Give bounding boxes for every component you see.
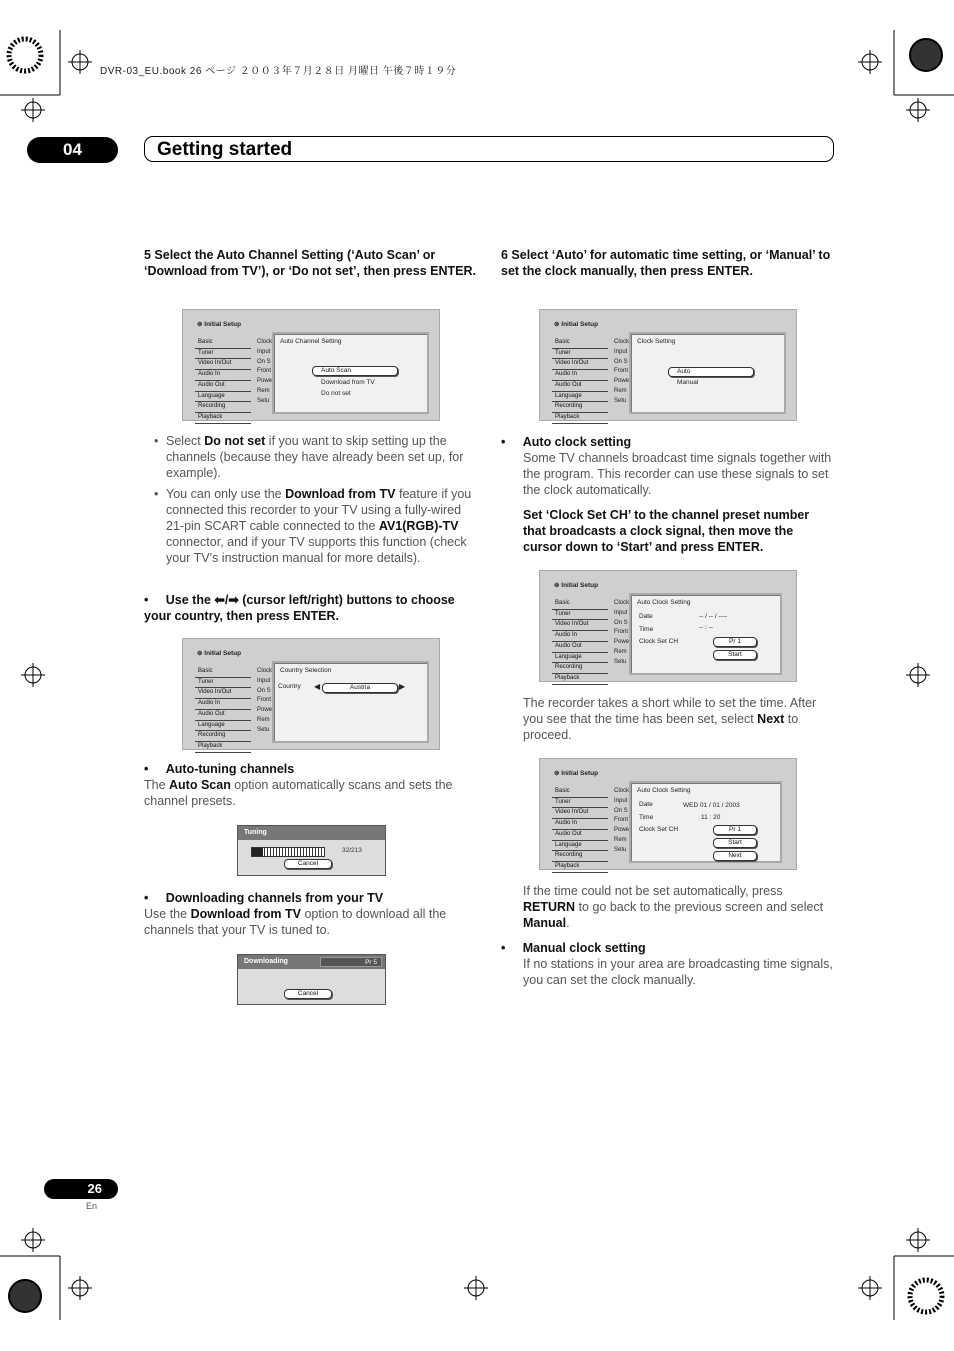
body-text: option automatically scans and sets the channel presets. [144, 778, 453, 808]
menu-item: Audio Out [552, 381, 608, 392]
screen-title: Initial Setup [204, 650, 242, 657]
menu-item: Playback [195, 413, 251, 424]
screen-auto-clock [539, 570, 797, 682]
menu-item: Audio In [552, 819, 608, 830]
bullet-icon: • [154, 487, 159, 501]
arrow-right-icon[interactable]: ▶ [399, 682, 406, 691]
submenu-item: On S [614, 358, 628, 365]
body-bold: RETURN [523, 900, 576, 914]
menu-item: Playback [552, 413, 608, 424]
submenu-item: On S [257, 687, 271, 694]
menu-item: Tuner [195, 678, 251, 689]
menu-item: Audio In [195, 699, 251, 710]
submenu-item: Setu [614, 658, 627, 665]
submenu-item: Input [257, 348, 271, 355]
submenu-item: Rem [257, 716, 270, 723]
menu-item: Basic [552, 599, 608, 610]
bullet-icon: • [501, 435, 523, 449]
clock-ch-label: Clock Set CH [639, 638, 679, 645]
bullet-icon: • [144, 593, 166, 607]
date-label: Date [639, 801, 653, 808]
auto-tuning-title: Auto-tuning channels [165, 762, 295, 776]
submenu-item: On S [257, 358, 271, 365]
next-button[interactable]: Next [713, 851, 757, 861]
menu-item: Recording [195, 402, 251, 413]
bullet-icon: • [154, 434, 159, 448]
panel-title: Auto Clock Setting [637, 599, 691, 606]
submenu-item: Input [614, 797, 628, 804]
downloading-dialog [237, 954, 386, 1005]
body-text: option to download all the channels that your TV is tuned to. [144, 907, 447, 937]
menu-item: Tuner [552, 610, 608, 621]
note-bold: Download from TV [285, 487, 396, 501]
auto-tuning-body [144, 777, 479, 809]
menu-item: Basic [195, 667, 251, 678]
submenu-item: Input [614, 348, 628, 355]
bullet-icon: • [144, 891, 166, 905]
start-button[interactable]: Start [713, 650, 757, 660]
screen-title: Initial Setup [561, 770, 599, 777]
body-text: The [144, 778, 170, 792]
tuning-title: Tuning [238, 826, 385, 840]
time-label: Time [639, 814, 654, 821]
if-time-body [523, 883, 835, 931]
submenu-item: On S [614, 807, 628, 814]
menu-item: Video In/Out [552, 620, 608, 631]
menu-item: Tuner [195, 349, 251, 360]
submenu-item: Clock [614, 339, 630, 345]
note-text: feature if you connected this recorder to your TV using a fully-wired 21-pin SCART cable connected to the [166, 487, 472, 533]
auto-tuning-heading [144, 761, 294, 777]
submenu-item: Rem [614, 836, 627, 843]
submenu-item: Powe [614, 827, 630, 834]
submenu-item: Setu [257, 726, 270, 733]
dialog-panel [629, 593, 782, 675]
setup-menu [552, 787, 608, 873]
menu-item: Video In/Out [195, 688, 251, 699]
screen-auto-channel [182, 309, 440, 421]
menu-item: Basic [195, 338, 251, 349]
auto-clock-title: Auto clock setting [522, 435, 632, 449]
setup-menu [552, 599, 608, 685]
note-text: You can only use the [166, 487, 286, 501]
page-number: 26 [44, 1179, 118, 1199]
menu-item: Audio Out [552, 830, 608, 841]
submenu-item: Rem [614, 648, 627, 655]
submenu-item: Setu [257, 397, 270, 404]
manual-clock-body: If no stations in your area are broadcasting time signals, you can set the clock manually. [523, 957, 833, 987]
bullet-icon: • [144, 762, 166, 776]
submenu-item: Front [614, 817, 629, 824]
submenu-item: Setu [614, 397, 627, 404]
submenu-item: Input [614, 609, 628, 616]
menu-item: Tuner [552, 798, 608, 809]
time-label: Time [639, 626, 654, 633]
download-title: Downloading channels from your TV [165, 891, 384, 905]
submenu-item: Clock [614, 788, 630, 794]
bullet-icon: • [501, 941, 523, 955]
body-text: to go back to the previous screen and select [575, 900, 824, 914]
step-5-heading: 5 Select the Auto Channel Setting (‘Auto Scan’ or ‘Download from TV’), or ‘Do not set’, then press ENTER. [144, 248, 476, 278]
progress-fill [252, 848, 263, 856]
body-text: The recorder takes a short while to set the time. After you see that the time has been set, select [523, 696, 817, 726]
panel-title: Country Selection [280, 667, 332, 674]
disc-icon: ⊚ [197, 321, 205, 328]
menu-item: Audio In [552, 631, 608, 642]
panel-title: Auto Channel Setting [280, 338, 342, 345]
menu-item: Video In/Out [552, 808, 608, 819]
submenu-item: Clock [257, 339, 273, 345]
setup-menu [195, 338, 251, 424]
body-text: Use the [144, 907, 191, 921]
setup-menu [552, 338, 608, 424]
menu-item: Video In/Out [552, 359, 608, 370]
menu-item: Recording [552, 402, 608, 413]
body-bold: Auto Scan [169, 778, 231, 792]
submenu-item: Clock [614, 600, 630, 606]
menu-item: Basic [552, 338, 608, 349]
step-6-heading: 6 Select ‘Auto’ for automatic time setting, or ‘Manual’ to set the clock manually, then press ENTER. [501, 248, 831, 278]
dialog-panel [629, 332, 786, 414]
note-bold: AV1(RGB)-TV [378, 519, 459, 533]
body-text: to proceed. [523, 712, 799, 742]
chapter-title: Getting started [144, 136, 834, 162]
menu-item: Language [552, 841, 608, 852]
menu-item: Basic [552, 787, 608, 798]
menu-item: Recording [195, 731, 251, 742]
submenu-item: Rem [614, 387, 627, 394]
menu-item: Audio In [195, 370, 251, 381]
body-bold: Download from TV [190, 907, 301, 921]
use-the-heading [144, 592, 479, 624]
time-value: 11 : 20 [701, 814, 721, 821]
auto-clock-heading [501, 434, 631, 450]
disc-icon: ⊚ [197, 650, 205, 657]
menu-item: Language [195, 392, 251, 403]
start-button[interactable]: Start [713, 838, 757, 848]
menu-item: Playback [552, 862, 608, 873]
auto-clock-body: Some TV channels broadcast time signals together with the program. This recorder can use these signals to set the clock automatically. [523, 451, 832, 497]
screen-country [182, 638, 440, 750]
country-label: Country [278, 683, 301, 690]
date-value: WED 01 / 01 / 2003 [683, 802, 740, 809]
clock-ch-select[interactable]: Pr 1 [713, 637, 757, 647]
manual-clock-title: Manual clock setting [522, 941, 646, 955]
note-text: connector, and if your TV supports this function (check your TV’s instruction manual for more details). [166, 535, 467, 565]
screen-auto-clock-done [539, 758, 797, 870]
disc-icon: ⊚ [554, 582, 562, 589]
country-select[interactable]: Austria [322, 683, 398, 693]
panel-title: Auto Clock Setting [637, 787, 691, 794]
downloading-title: Downloading [238, 955, 385, 969]
clock-ch-select[interactable]: Pr 1 [713, 825, 757, 835]
submenu-item: Powe [614, 378, 630, 385]
note-download-from-tv [154, 486, 478, 566]
menu-item: Language [195, 721, 251, 732]
submenu-item: Front [614, 368, 629, 375]
progress-track [251, 847, 325, 857]
menu-item: Language [552, 392, 608, 403]
option-do-not-set[interactable]: Do not set [321, 390, 351, 397]
menu-item: Tuner [552, 349, 608, 360]
body-text: . [566, 916, 570, 930]
body-bold: Next [757, 712, 785, 726]
note-do-not-set [154, 433, 478, 481]
menu-item: Video In/Out [195, 359, 251, 370]
menu-item: Playback [552, 674, 608, 685]
download-heading [144, 890, 383, 906]
note-text: if you want to skip setting up the channels (because they have already been set up, for example). [166, 434, 464, 480]
download-body [144, 906, 479, 938]
option-manual[interactable]: Manual [677, 379, 699, 386]
submenu-item: Powe [614, 639, 630, 646]
submenu-item: Front [257, 697, 272, 704]
menu-item: Audio Out [195, 710, 251, 721]
body-bold: Manual [523, 916, 567, 930]
submenu-item: On S [614, 619, 628, 626]
dialog-panel [629, 781, 782, 863]
disc-icon: ⊚ [554, 321, 562, 328]
submenu-item: Front [614, 629, 629, 636]
chapter-number: 04 [27, 137, 118, 163]
menu-item: Recording [552, 851, 608, 862]
cancel-button[interactable]: Cancel [284, 989, 332, 999]
menu-item: Audio In [552, 370, 608, 381]
submenu-item: Setu [614, 846, 627, 853]
disc-icon: ⊚ [554, 770, 562, 777]
submenu-item: Input [257, 677, 271, 684]
date-label: Date [639, 613, 653, 620]
progress-count: 32/213 [342, 847, 362, 854]
takes-while-body [523, 695, 835, 743]
dialog-panel [272, 661, 429, 743]
screen-title: Initial Setup [561, 582, 599, 589]
submenu-item: Clock [257, 668, 273, 674]
setup-menu [195, 667, 251, 753]
arrow-left-icon[interactable]: ◀ [314, 682, 321, 691]
menu-item: Audio Out [195, 381, 251, 392]
tuning-dialog [237, 825, 386, 876]
menu-item: Playback [195, 742, 251, 753]
submenu-item: Powe [257, 707, 273, 714]
set-clock-instruction: Set ‘Clock Set CH’ to the channel preset number that broadcasts a clock signal, then move the cursor down to ‘Start’ and press ENTER. [523, 508, 810, 554]
menu-item: Language [552, 653, 608, 664]
dialog-panel [272, 332, 429, 414]
preset-display: Pr 5 [320, 957, 382, 967]
print-header: DVR-03_EU.book 26 ページ ２００３年７月２８日 月曜日 午後７時１９分 [100, 66, 457, 77]
option-download-from-tv[interactable]: Download from TV [321, 379, 375, 386]
date-value: -- / -- / ---- [699, 613, 728, 620]
clock-ch-label: Clock Set CH [639, 826, 679, 833]
submenu-item: Front [257, 368, 272, 375]
menu-item: Recording [552, 663, 608, 674]
panel-title: Clock Setting [637, 338, 676, 345]
screen-clock-setting [539, 309, 797, 421]
submenu-item: Rem [257, 387, 270, 394]
body-text: If the time could not be set automatically, press [523, 884, 783, 898]
cancel-button[interactable]: Cancel [284, 859, 332, 869]
menu-item: Audio Out [552, 642, 608, 653]
use-the-text: Use the ⬅/➡ (cursor left/right) buttons to choose your country, then press ENTER. [144, 593, 455, 623]
submenu-item: Powe [257, 378, 273, 385]
screen-title: Initial Setup [561, 321, 599, 328]
screen-title: Initial Setup [204, 321, 242, 328]
note-bold: Do not set [204, 434, 266, 448]
option-auto-scan[interactable]: Auto Scan [312, 366, 398, 376]
manual-clock-heading [501, 940, 646, 956]
option-auto[interactable]: Auto [668, 367, 754, 377]
time-value: -- : -- [699, 624, 714, 631]
page-language: En [86, 1201, 98, 1211]
note-text: Select [166, 434, 205, 448]
